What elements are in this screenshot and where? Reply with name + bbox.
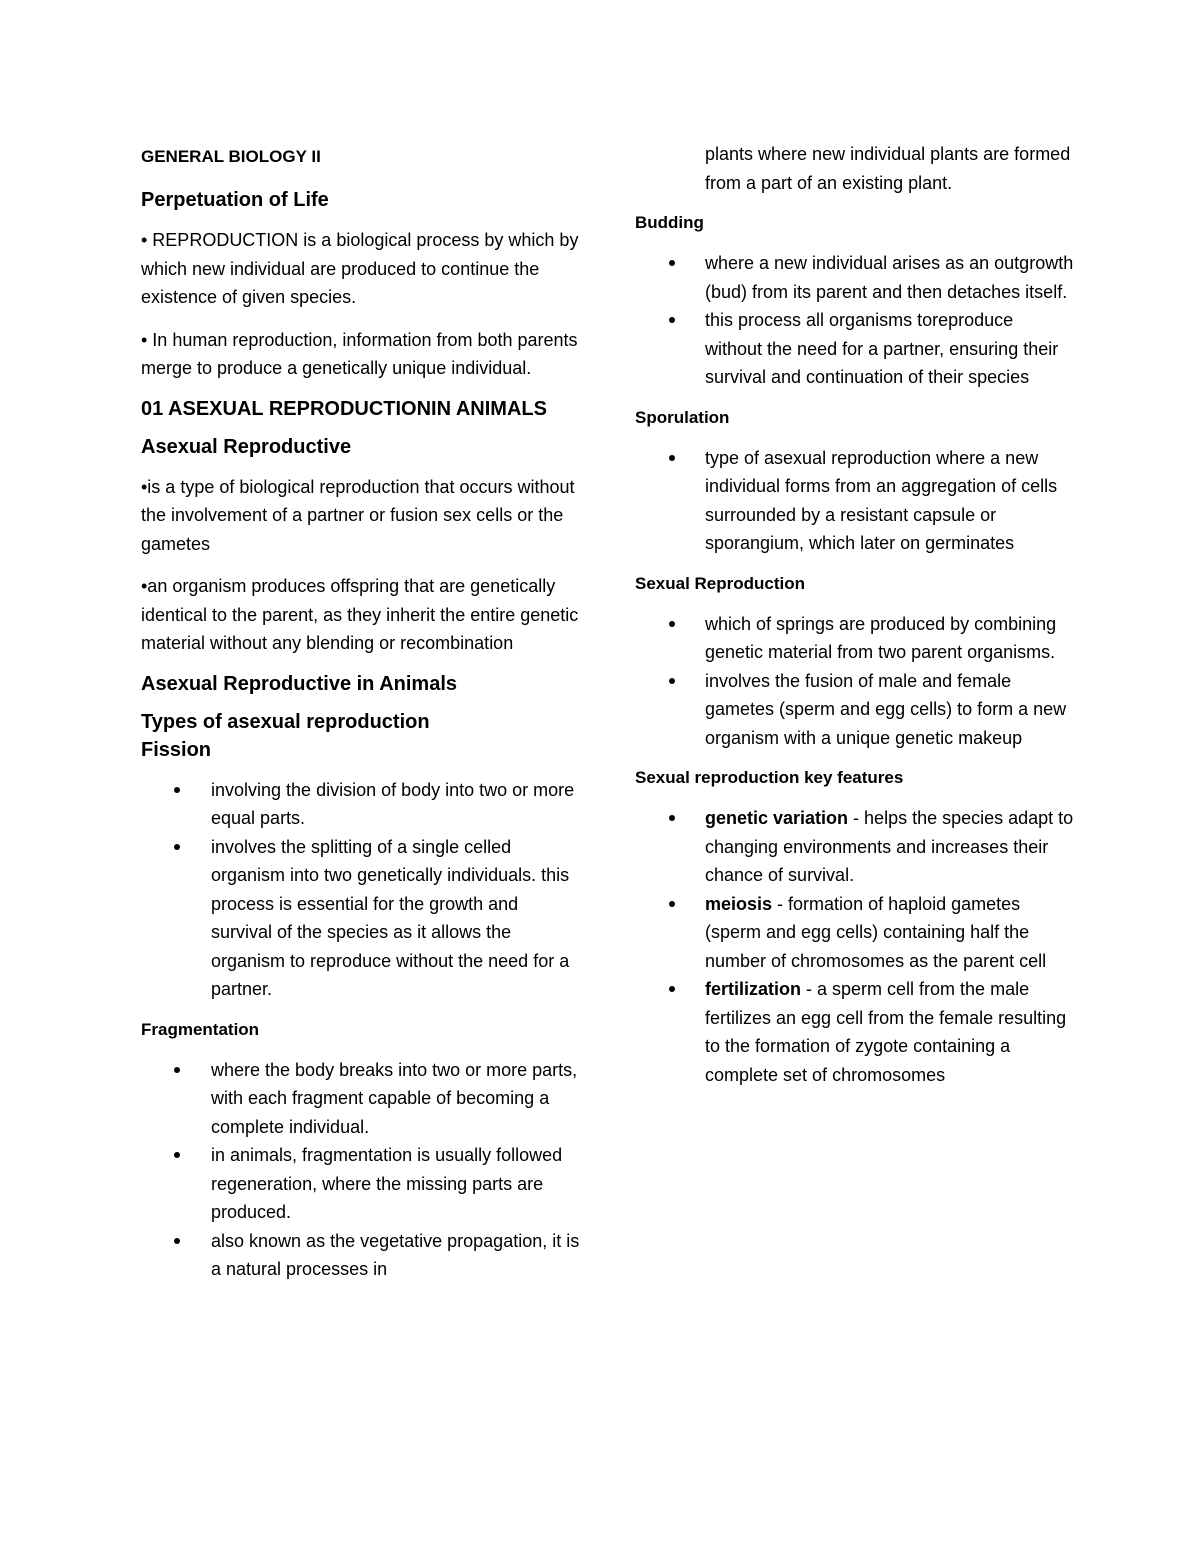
key-features-list (635, 804, 1075, 1089)
fragmentation-list (141, 1056, 581, 1284)
feature-description: - helps the species adapt to changing environments and increases their chance of survival. (705, 808, 1074, 885)
heading-asexual-reproductive: Asexual Reproductive (141, 435, 352, 458)
list-item: this process all organisms toreproduce without the need for a partner, ensuring their survival and continuation of their species (635, 306, 1075, 392)
heading-budding: Budding (635, 213, 704, 232)
sexual-reproduction-list (635, 610, 1075, 753)
right-column (635, 140, 1075, 1103)
sporulation-list (635, 444, 1075, 558)
heading-fragmentation: Fragmentation (141, 1019, 260, 1039)
list-item (635, 975, 1075, 1089)
document-title: GENERAL BIOLOGY II (141, 147, 321, 166)
paragraph-reproduction: • REPRODUCTION is a biological process by which by which new individual are produced to continue the existence of given species. (141, 230, 579, 307)
heading-asexual-reproduction-in-animals-01: 01 ASEXUAL REPRODUCTIONIN ANIMALS (141, 397, 547, 420)
feature-description: - a sperm cell from the male fertilizes an egg cell from the female resulting to the formation of zygote containing a complete set of chromosomes (705, 979, 1067, 1085)
feature-term: genetic variation (705, 808, 849, 828)
heading-sporulation: Sporulation (635, 407, 730, 427)
list-item: involves the splitting of a single celled organism into two genetically individuals. this process is essential for the growth and survival of the species as it allows the organism to reproduce without the need for a partner. (141, 833, 581, 1004)
paragraph-asexual-offspring: •an organism produces offspring that are genetically identical to the parent, as they inherit the entire genetic material without any blending or recombination (141, 576, 579, 653)
list-item: type of asexual reproduction where a new individual forms from an aggregation of cells surrounded by a resistant capsule or sporangium, which later on germinates (635, 444, 1075, 558)
feature-term: fertilization (705, 979, 802, 999)
list-item (635, 804, 1075, 890)
feature-description: - formation of haploid gametes (sperm and egg cells) containing half the number of chromosomes as the parent cell (705, 893, 1047, 971)
heading-perpetuation-of-life: Perpetuation of Life (141, 189, 329, 211)
list-item: where the body breaks into two or more parts, with each fragment capable of becoming a complete individual. (141, 1056, 581, 1142)
list-item: also known as the vegetative propagation, it is a natural processes in (141, 1227, 581, 1284)
fission-list (141, 776, 581, 1004)
list-item: involving the division of body into two or more equal parts. (141, 776, 581, 833)
heading-sexual-reproduction-key-features: Sexual reproduction key features (635, 768, 904, 787)
paragraph-human-reproduction: • In human reproduction, information from both parents merge to produce a genetically unique individual. (141, 329, 578, 378)
budding-list (635, 249, 1075, 392)
heading-sexual-reproduction: Sexual Reproduction (635, 573, 806, 593)
paragraph-continuation: plants where new individual plants are formed from a part of an existing plant. (705, 144, 1071, 193)
list-item: where a new individual arises as an outgrowth (bud) from its parent and then detaches itself. (635, 249, 1075, 306)
list-item: in animals, fragmentation is usually followed regeneration, where the missing parts are produced. (141, 1141, 581, 1227)
list-item (635, 890, 1075, 976)
heading-types-of-asexual-reproduction: Types of asexual reproduction (141, 710, 430, 733)
list-item: which of springs are produced by combining genetic material from two parent organisms. (635, 610, 1075, 667)
heading-asexual-reproductive-in-animals: Asexual Reproductive in Animals (141, 672, 458, 695)
heading-fission: Fission (141, 738, 212, 761)
paragraph-asexual-type: •is a type of biological reproduction that occurs without the involvement of a partner or fusion sex cells or the gametes (141, 476, 575, 554)
feature-term: meiosis (705, 893, 773, 914)
list-item: involves the fusion of male and female gametes (sperm and egg cells) to form a new organism with a unique genetic makeup (635, 667, 1075, 753)
left-column (141, 140, 581, 1298)
